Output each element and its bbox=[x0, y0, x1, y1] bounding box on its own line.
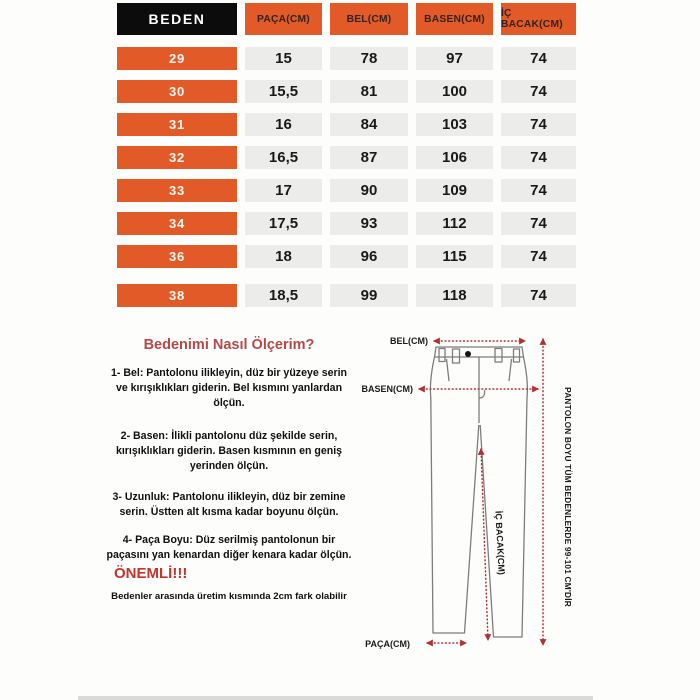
value-cell: 74 bbox=[501, 284, 576, 307]
table-row bbox=[117, 47, 576, 70]
header-paca: PAÇA(CM) bbox=[245, 3, 322, 35]
value-cell: 115 bbox=[416, 245, 493, 268]
value-cell: 96 bbox=[330, 245, 408, 268]
value-cell: 84 bbox=[330, 113, 408, 136]
value-cell: 90 bbox=[330, 179, 408, 202]
value-cell: 18,5 bbox=[245, 284, 322, 307]
guide-step-basen: 2- Basen: İlikli pantolonu düz şekilde serin, kırışıklıkları giderin. Basen kısmının en geniş yerinden ölçün. bbox=[115, 430, 343, 472]
value-cell: 17 bbox=[245, 179, 322, 202]
value-cell: 16 bbox=[245, 113, 322, 136]
table-row bbox=[117, 284, 576, 307]
value-cell: 112 bbox=[416, 212, 493, 235]
guide-title: Bedenimi Nasıl Ölçerim? bbox=[143, 337, 315, 353]
value-cell: 74 bbox=[501, 47, 576, 70]
important-note: Bedenler arasında üretim kısmında 2cm fark olabilir bbox=[111, 590, 347, 602]
value-cell: 100 bbox=[416, 80, 493, 103]
size-cell: 33 bbox=[117, 179, 237, 202]
size-cell: 38 bbox=[117, 284, 237, 307]
button-dot bbox=[465, 351, 471, 357]
value-cell: 74 bbox=[501, 245, 576, 268]
table-row bbox=[117, 179, 576, 202]
value-cell: 81 bbox=[330, 80, 408, 103]
guide-step-uzunluk: 3- Uzunluk: Pantolonu ilikleyin, düz bir zemine serin. Üstten alt kısma kadar boyunu ölçün. bbox=[112, 490, 346, 518]
guide-step-bel: 1- Bel: Pantolonu ilikleyin, düz bir yüzeye serin ve kırışıklıkları giderin. Bel kısmını yanlardan ölçün. bbox=[110, 367, 348, 409]
value-cell: 99 bbox=[330, 284, 408, 307]
value-cell: 103 bbox=[416, 113, 493, 136]
size-cell: 36 bbox=[117, 245, 237, 268]
value-cell: 109 bbox=[416, 179, 493, 202]
measuring-guide bbox=[106, 337, 352, 602]
ic-bacak-label: İÇ BACAK(CM) bbox=[493, 510, 507, 576]
header-beden: BEDEN bbox=[117, 3, 237, 35]
table-row bbox=[117, 80, 576, 103]
important-label: ÖNEMLİ!!! bbox=[114, 564, 188, 582]
value-cell: 93 bbox=[330, 212, 408, 235]
value-cell: 97 bbox=[416, 47, 493, 70]
table-row bbox=[117, 245, 576, 268]
size-cell: 32 bbox=[117, 146, 237, 169]
size-cell: 34 bbox=[117, 212, 237, 235]
pants-outline-drawing bbox=[430, 347, 527, 637]
value-cell: 17,5 bbox=[245, 212, 322, 235]
basen-label: BASEN(CM) bbox=[361, 384, 413, 394]
header-bel: BEL(CM) bbox=[330, 3, 408, 35]
bel-label: BEL(CM) bbox=[390, 336, 428, 346]
table-header-row bbox=[117, 3, 576, 35]
value-cell: 18 bbox=[245, 245, 322, 268]
value-cell: 15,5 bbox=[245, 80, 322, 103]
header-basen: BASEN(CM) bbox=[416, 3, 493, 35]
size-table bbox=[117, 3, 576, 307]
value-cell: 74 bbox=[501, 179, 576, 202]
pants-measurement-diagram bbox=[352, 330, 600, 660]
ic-bacak-arrow bbox=[481, 449, 488, 640]
table-row bbox=[117, 212, 576, 235]
value-cell: 78 bbox=[330, 47, 408, 70]
pantolon-boyu-label: PANTOLON BOYU TÜM BEDENLERDE 99-101 CM'DİR bbox=[563, 387, 573, 607]
paca-label: PAÇA(CM) bbox=[365, 639, 410, 649]
value-cell: 74 bbox=[501, 146, 576, 169]
value-cell: 74 bbox=[501, 212, 576, 235]
size-cell: 29 bbox=[117, 47, 237, 70]
value-cell: 16,5 bbox=[245, 146, 322, 169]
value-cell: 74 bbox=[501, 113, 576, 136]
size-cell: 30 bbox=[117, 80, 237, 103]
size-cell: 31 bbox=[117, 113, 237, 136]
table-row bbox=[117, 146, 576, 169]
value-cell: 15 bbox=[245, 47, 322, 70]
value-cell: 74 bbox=[501, 80, 576, 103]
table-row bbox=[117, 113, 576, 136]
value-cell: 106 bbox=[416, 146, 493, 169]
next-section-edge bbox=[78, 696, 593, 700]
value-cell: 118 bbox=[416, 284, 493, 307]
guide-step-paca: 4- Paça Boyu: Düz serilmiş pantolonun bir paçasını yan kenardan diğer kenara kadar ölçün. bbox=[106, 534, 352, 562]
value-cell: 87 bbox=[330, 146, 408, 169]
header-ic-bacak: İÇ BACAK(CM) bbox=[501, 3, 576, 35]
